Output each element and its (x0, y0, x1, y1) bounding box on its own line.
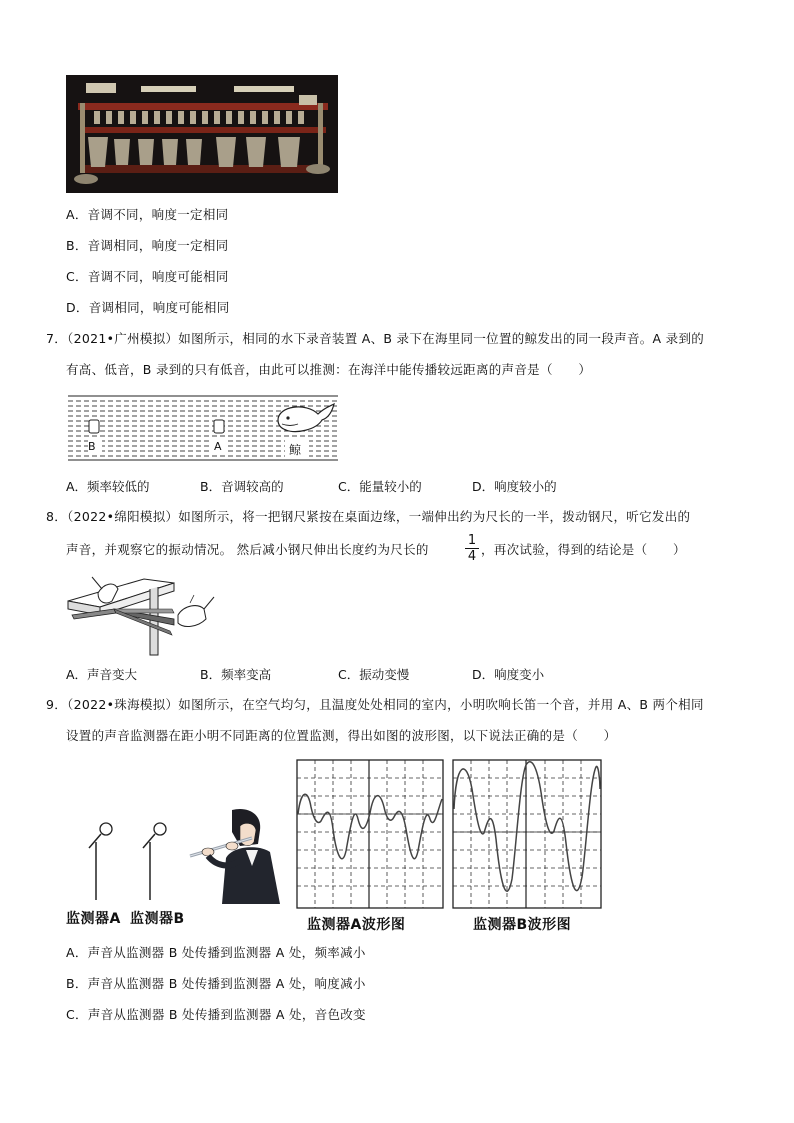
q6-option-d: D．音调相同，响度可能相同 (66, 300, 230, 315)
q7-option-d: D．响度较小的 (472, 479, 557, 494)
q6-option-b: B．音调相同，响度一定相同 (66, 238, 229, 253)
q7-option-b: B．音调较高的 (200, 479, 284, 494)
q7-option-a: A．频率较低的 (66, 479, 150, 494)
monitor-b-caption: 监测器B (130, 911, 185, 927)
waveform-a-caption: 监测器A波形图 (307, 917, 406, 933)
q9-stem-line-2: 设置的声音监测器在距小明不同距离的位置监测，得出如图的波形图，以下说法正确的是（ ） (66, 728, 617, 743)
q8-option-c: C．振动变慢 (338, 667, 410, 682)
chime-bells-photo (66, 75, 338, 193)
recorder-b-label: B (88, 440, 96, 453)
waveform-a-chart (296, 759, 444, 909)
q7-stem-line-1: 7．（2021•广州模拟）如图所示，相同的水下录音装置 A、B 录下在海里同一位置的鲸发出的同一段声音。A 录到的 (46, 331, 705, 346)
one-quarter-fraction (465, 534, 479, 563)
q6-option-c: C．音调不同，响度可能相同 (66, 269, 229, 284)
q6-option-a: A．音调不同，响度一定相同 (66, 207, 229, 222)
q8-stem-line-2-before: 声音，并观察它的振动情况。 然后减小钢尺伸出长度约为尺长的 (66, 542, 429, 557)
q8-option-a: A．声音变大 (66, 667, 138, 682)
q7-stem-line-2: 有高、低音，B 录到的只有低音，由此可以推测：在海洋中能传播较远距离的声音是（ ） (66, 362, 592, 377)
fraction-numerator: 1 (467, 533, 477, 548)
q8-stem-line-2-after: ，再次试验，得到的结论是（ ） (481, 542, 686, 557)
steel-ruler-on-table-figure (66, 575, 216, 659)
q8-stem-line-1: 8．（2022•绵阳模拟）如图所示，将一把钢尺紧按在桌面边缘，一端伸出约为尺长的一半，拨动钢尺，听它发出的 (46, 509, 691, 524)
fraction-denominator: 4 (467, 549, 477, 564)
q9-option-c: C．声音从监测器 B 处传播到监测器 A 处，音色改变 (66, 1007, 366, 1022)
q8-option-d: D．响度变小 (472, 667, 545, 682)
q8-option-b: B．频率变高 (200, 667, 272, 682)
monitor-stand-b (140, 820, 168, 902)
q9-stem-line-1: 9．（2022•珠海模拟）如图所示，在空气均匀，且温度处处相同的室内，小明吹响长笛一个音，并用 A、B 两个相同 (46, 697, 704, 712)
monitor-stand-a (86, 820, 114, 902)
whale-label: 鲸 (289, 443, 302, 457)
waveform-b-caption: 监测器B波形图 (473, 917, 572, 933)
q7-option-c: C．能量较小的 (338, 479, 422, 494)
monitor-a-caption: 监测器A (66, 911, 121, 927)
waveform-b-chart (452, 759, 602, 909)
q9-option-a: A．声音从监测器 B 处传播到监测器 A 处，频率减小 (66, 945, 366, 960)
recorder-a-label: A (214, 440, 222, 453)
flute-player-illustration (188, 806, 284, 906)
q9-option-b: B．声音从监测器 B 处传播到监测器 A 处，响度减小 (66, 976, 366, 991)
